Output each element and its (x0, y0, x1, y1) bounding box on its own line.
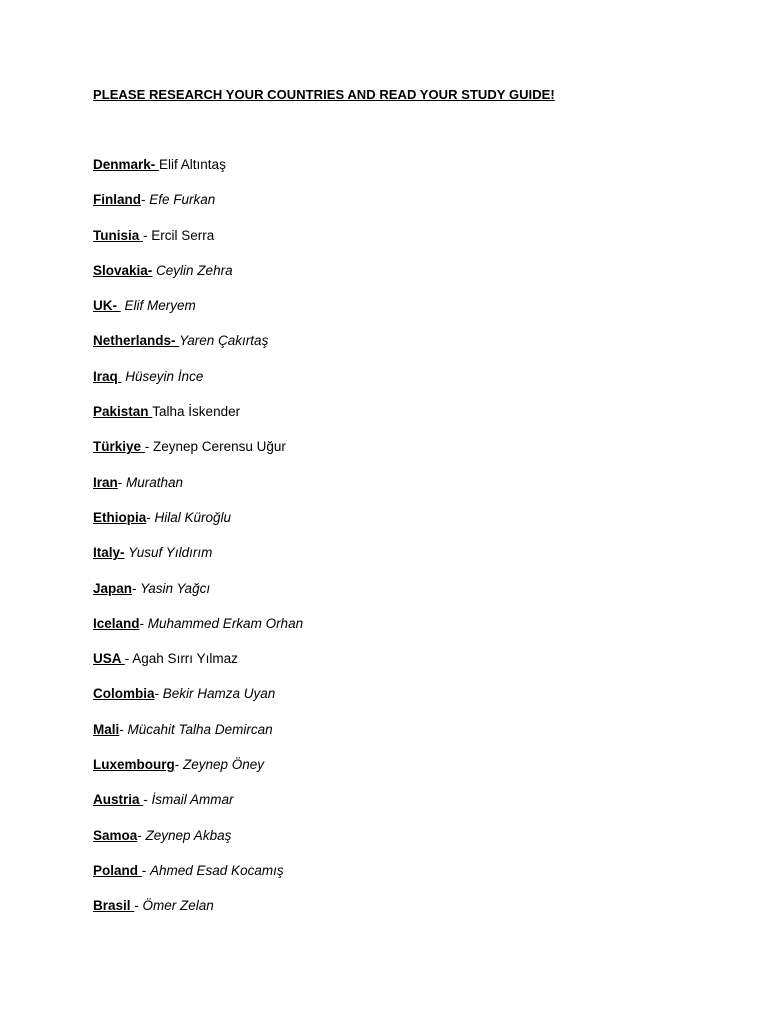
student-name: Yasin Yağcı (140, 580, 211, 596)
list-item (93, 615, 303, 650)
separator: - (154, 686, 163, 702)
student-name: Elif Meryem (124, 298, 196, 314)
student-name: Ceylin Zehra (156, 262, 233, 278)
list-item (93, 862, 303, 897)
separator: - (132, 580, 141, 596)
separator: - (143, 792, 152, 808)
separator: - (144, 439, 154, 455)
separator: - (141, 192, 150, 208)
student-name: Hilal Küroğlu (154, 509, 232, 525)
country-name: Türkiye (93, 439, 145, 455)
student-name: Hüseyin İnce (125, 368, 204, 384)
country-name: Japan (93, 580, 133, 596)
student-name: Muhammed Erkam Orhan (147, 615, 304, 631)
country-name: Colombia (93, 686, 155, 702)
list-item (93, 685, 303, 720)
student-name: Agah Sırrı Yılmaz (132, 651, 238, 667)
list-item (93, 509, 303, 544)
separator: - (146, 509, 155, 525)
list-item (93, 191, 303, 226)
list-item (93, 474, 303, 509)
student-name: Ömer Zelan (142, 898, 214, 914)
country-name: Iran (93, 474, 118, 490)
list-item (93, 580, 303, 615)
separator: - (137, 827, 146, 843)
list-item (93, 721, 303, 756)
separator: - (117, 474, 127, 490)
country-name: Ethiopia (93, 509, 147, 525)
separator: - (143, 227, 152, 243)
student-name: Efe Furkan (149, 192, 216, 208)
separator: - (124, 651, 133, 667)
student-name: Yusuf Yıldırım (128, 545, 213, 561)
student-name: Ahmed Esad Kocamış (150, 862, 284, 878)
list-item (93, 368, 303, 403)
list-item (93, 791, 303, 826)
country-name: Pakistan (93, 404, 153, 420)
country-assignment-list (93, 156, 303, 933)
student-name: Bekir Hamza Uyan (162, 686, 276, 702)
country-name: Luxembourg (93, 757, 175, 773)
list-item (93, 544, 303, 579)
list-item (93, 438, 303, 473)
country-name: Netherlands- (93, 333, 180, 349)
list-item (93, 262, 303, 297)
separator: - (119, 721, 128, 737)
country-name: Samoa (93, 827, 138, 843)
separator: - (139, 615, 148, 631)
student-name: Zeynep Öney (183, 757, 265, 773)
country-name: Denmark- (93, 157, 160, 172)
country-name: Finland (93, 192, 141, 208)
country-name: Poland (93, 862, 142, 878)
list-item (93, 827, 303, 862)
country-name: Iceland (93, 615, 140, 631)
list-item (93, 756, 303, 791)
list-item (93, 403, 303, 438)
country-name: Iraq (93, 368, 122, 384)
list-item (93, 297, 303, 332)
country-name: Mali (93, 721, 120, 737)
country-name: Italy- (93, 545, 125, 561)
student-name: Mücahit Talha Demircan (127, 721, 273, 737)
separator: - (134, 898, 143, 914)
student-name: Elif Altıntaş (159, 157, 226, 172)
list-item (93, 650, 303, 685)
student-name: Yaren Çakırtaş (179, 333, 269, 349)
country-name: Brasil (93, 898, 135, 914)
list-item (93, 332, 303, 367)
separator: - (141, 862, 151, 878)
country-name: UK- (93, 298, 121, 314)
country-name: USA (93, 651, 125, 667)
country-name: Slovakia- (93, 262, 153, 278)
student-name: Zeynep Cerensu Uğur (153, 439, 286, 455)
student-name: İsmail Ammar (151, 792, 234, 808)
list-item (93, 897, 303, 932)
country-name: Austria (93, 792, 144, 808)
student-name: Talha İskender (152, 404, 241, 420)
student-name: Zeynep Akbaş (145, 827, 232, 843)
page-heading: PLEASE RESEARCH YOUR COUNTRIES AND READ YOUR STUDY GUIDE! (93, 87, 555, 102)
list-item (93, 227, 303, 262)
list-item (93, 156, 303, 191)
student-name: Murathan (126, 474, 184, 490)
student-name: Ercil Serra (151, 227, 215, 243)
separator: - (174, 757, 184, 773)
country-name: Tunisia (93, 227, 144, 243)
